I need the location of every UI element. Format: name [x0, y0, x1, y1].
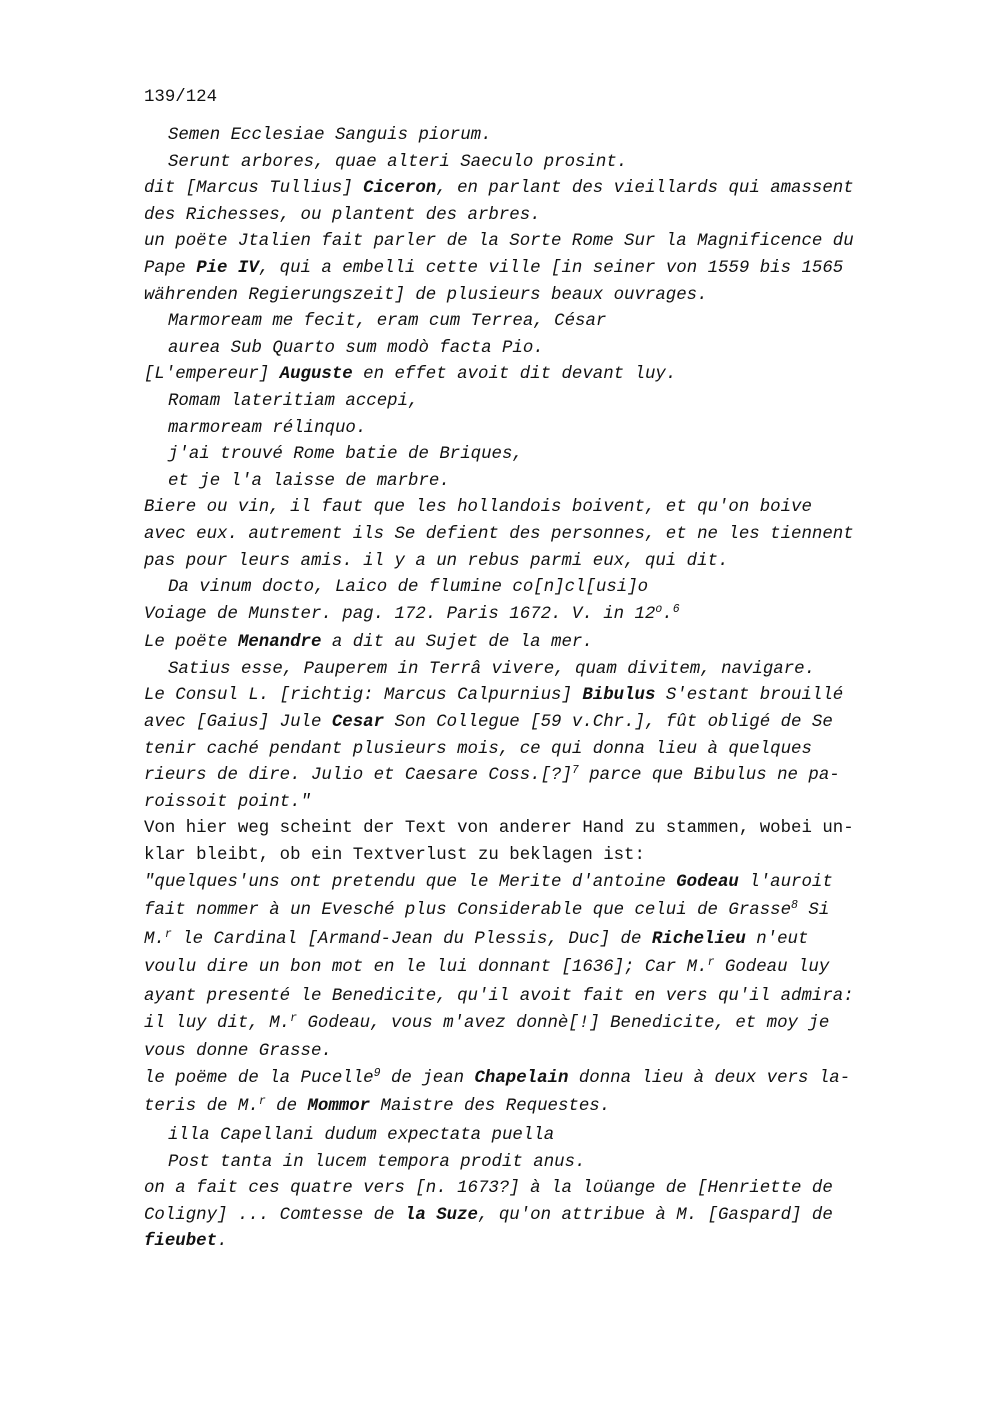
- name-godeau: Godeau: [676, 872, 739, 892]
- footnote-ref-6: 6: [672, 602, 680, 616]
- superscript-r: r: [707, 956, 715, 970]
- name-mommor: Mommor: [307, 1097, 371, 1117]
- name-fieubet: fieubet: [144, 1232, 218, 1252]
- name-richelieu: Richelieu: [651, 929, 746, 949]
- text-line: pas pour leurs amis. il y a un rebus parmi eux, qui dit.: [144, 551, 729, 571]
- text-line: Voiage de Munster. pag. 172. Paris 1672. V. in 12$^o$.$^6$: [144, 602, 680, 624]
- name-auguste: Auguste: [279, 365, 353, 385]
- text-line: Romam lateritiam accepi,: [168, 391, 419, 411]
- name-pie-iv: Pie IV: [196, 258, 259, 278]
- text-line: fieubet.: [144, 1232, 228, 1252]
- text-line: le poëme de la Pucelle$^9$ de jean Chapelain donna lieu à deux vers la-: [144, 1066, 851, 1088]
- name-ciceron: Ciceron: [363, 179, 437, 199]
- text-line: avec eux. autrement ils Se defient des personnes, et ne les tiennent: [144, 524, 854, 544]
- superscript-r: r: [164, 927, 172, 941]
- text-line: Semen Ecclesiae Sanguis piorum.: [168, 126, 492, 145]
- text-line: avec [Gaius] Jule Cesar Son Collegue [59 v.Chr.], fût obligé de Se: [144, 713, 833, 733]
- text-line: Serunt arbores, quae alteri Saeculo prosint.: [168, 152, 628, 172]
- text-line: Coligny] ... Comtesse de la Suze, qu'on attribue à M. [Gaspard] de: [144, 1205, 833, 1225]
- text-line: ayant presenté le Benedicite, qu'il avoit fait en vers qu'il admira:: [144, 987, 854, 1006]
- text-line: [L'empereur] Auguste en effet avoit dit devant luy.: [144, 365, 677, 385]
- name-bibulus: Bibulus: [582, 686, 656, 706]
- text-line: aurea Sub Quarto sum modò facta Pio.: [168, 338, 544, 358]
- superscript-o: o: [655, 602, 663, 616]
- text-line: Post tanta in lucem tempora prodit anus.: [168, 1152, 586, 1172]
- text-line: illa Capellani dudum expectata puella: [168, 1125, 555, 1145]
- text-line: marmoream rélinquo.: [168, 418, 367, 438]
- text-line: et je l'a laisse de marbre.: [168, 471, 450, 491]
- text-line: vous donne Grasse.: [144, 1042, 332, 1062]
- text-line: on a fait ces quatre vers [n. 1673?] à la loüange de [Henriette de: [144, 1179, 833, 1199]
- footnote-ref-9: 9: [373, 1066, 381, 1080]
- footnote-ref-7: 7: [571, 764, 579, 778]
- name-la-suze: la Suze: [404, 1205, 478, 1225]
- text-line: fait nommer à un Evesché plus Considerable que celui de Grasse$^8$ Si: [144, 899, 830, 921]
- superscript-r: r: [290, 1011, 298, 1025]
- text-line: rieurs de dire. Julio et Caesare Coss.[?]$^7$ parce que Bibulus ne pa-: [144, 764, 840, 786]
- text-line: Satius esse, Pauperem in Terrâ vivere, quam divitem, navigare.: [168, 659, 816, 679]
- text-line: des Richesses, ou plantent des arbres.: [144, 205, 541, 225]
- text-line: dit [Marcus Tullius] Ciceron, en parlant des vieillards qui amassent: [144, 179, 854, 199]
- name-cesar: Cesar: [331, 713, 385, 733]
- text-line: Marmoream me fecit, eram cum Terrea, César: [168, 312, 607, 332]
- text-line: tenir caché pendant plusieurs mois, ce qui donna lieu à quelques: [144, 739, 812, 759]
- text-line: j'ai trouvé Rome batie de Briques,: [168, 445, 523, 465]
- text-line: Le Consul L. [richtig: Marcus Calpurnius] Bibulus S'estant brouillé: [144, 686, 844, 706]
- text-line: Le poëte Menandre a dit au Sujet de la mer.: [144, 633, 593, 653]
- text-line: währenden Regierungszeit] de plusieurs beaux ouvrages.: [144, 285, 708, 305]
- text-line: un poëte Jtalien fait parler de la Sorte Rome Sur la Magnificence du: [144, 232, 854, 252]
- text-line: teris de M.$^r$ de Mommor Maistre des Requestes.: [144, 1095, 611, 1117]
- text-line: il luy dit, M.$^r$ Godeau, vous m'avez donnè[!] Benedicite, et moy je: [144, 1011, 830, 1033]
- footnote-ref-8: 8: [791, 899, 798, 913]
- text-line: Biere ou vin, il faut que les hollandois boivent, et qu'on boive: [144, 498, 812, 518]
- superscript-r: r: [258, 1095, 266, 1109]
- text-line: M.$^r$ le Cardinal [Armand-Jean du Plessis, Duc] de Richelieu n'eut: [144, 927, 809, 949]
- text-line: voulu dire un bon mot en le lui donnant [1636]; Car M.$^r$ Godeau luy: [144, 956, 830, 978]
- text-line: roissoit point.": [144, 792, 311, 812]
- text-line: Pape Pie IV, qui a embelli cette ville [in seiner von 1559 bis 1565: [144, 258, 844, 278]
- editor-note-line: Von hier weg scheint der Text von anderer Hand zu stammen, wobei un-: [144, 819, 854, 839]
- editor-note-line: klar bleibt, ob ein Textverlust zu beklagen ist:: [144, 846, 645, 866]
- text-line: Da vinum docto, Laico de flumine co[n]cl[usi]o: [168, 578, 649, 598]
- page-number: 139/124: [144, 88, 218, 107]
- text-line: "quelques'uns ont pretendu que le Merite d'antoine Godeau l'auroit: [144, 872, 833, 892]
- name-menandre: Menandre: [237, 633, 322, 653]
- name-chapelain: Chapelain: [474, 1068, 569, 1088]
- text-body: [144, 123, 914, 1256]
